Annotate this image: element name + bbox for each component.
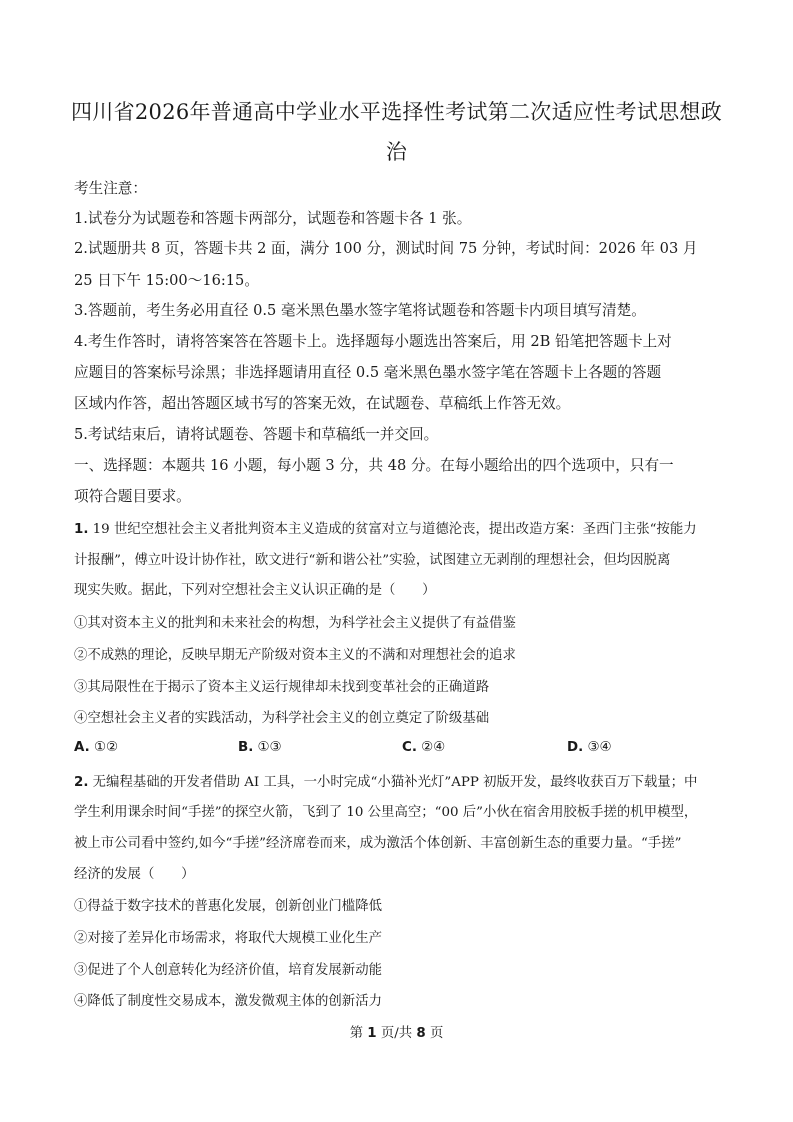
question-2-statement-3: ③促进了个人创意转化为经济价值，培育发展新动能: [74, 963, 382, 978]
question-1-statement-4: ④空想社会主义者的实践活动，为科学社会主义的创立奠定了阶级基础: [74, 711, 490, 726]
question-1-number: 1.: [74, 522, 89, 537]
notice-item-4-line-3: 区域内作答，超出答题区域书写的答案无效，在试题卷、草稿纸上作答无效。: [74, 395, 571, 412]
question-1-stem-line-2: 计报酬”，傅立叶设计协作社，欧文进行“新和谐公社”实验，试图建立无剥削的理想社会，但均因脱离: [74, 553, 671, 568]
section-1-heading-line-1: 一、选择题：本题共 16 小题，每小题 3 分，共 48 分。在每小题给出的四个选项中，只有一: [74, 457, 674, 474]
question-2-stem-line-2: 学生利用课余时间“手搓”的探空火箭，飞到了 10 公里高空；“00 后”小伙在宿舍用胶板手搓的机甲模型，: [74, 805, 698, 820]
option-b: B. ①③: [238, 740, 282, 755]
notice-item-1: 1.试卷分为试题卷和答题卡两部分，试题卷和答题卡各 1 张。: [74, 210, 472, 227]
title-line-1: 四川省2026年普通高中学业水平选择性考试第二次适应性考试思想政: [70, 100, 723, 124]
option-a: A. ①②: [74, 740, 118, 755]
current-page-number: 1: [367, 1026, 377, 1041]
question-2-stem-line-1: 2. 无编程基础的开发者借助 AI 工具，一小时完成“小猫补光灯”APP 初版开发，最终收获百万下载量；中: [74, 775, 698, 790]
notice-item-2-line-1: 2.试题册共 8 页，答题卡共 2 面，满分 100 分，测试时间 75 分钟，考试时间：2026 年 03 月: [74, 240, 698, 257]
notice-item-5: 5.考试结束后，请将试题卷、答题卡和草稿纸一并交回。: [74, 426, 439, 443]
question-1-stem-line-3: 现实失败。据此，下列对空想社会主义认识正确的是（ ）: [74, 583, 436, 598]
question-1-options: [74, 740, 734, 762]
notice-item-4-line-2: 应题目的答案标号涂黑；非选择题请用直径 0.5 毫米黑色墨水签字笔在答题卡上各题的答题: [74, 364, 662, 381]
question-2-statement-2: ②对接了差异化市场需求，将取代大规模工业化生产: [74, 931, 382, 946]
title-line-2: 治: [385, 140, 408, 164]
question-1-statement-3: ③其局限性在于揭示了资本主义运行规律却未找到变革社会的正确道路: [74, 680, 490, 695]
question-2-statement-4: ④降低了制度性交易成本，激发微观主体的创新活力: [74, 994, 382, 1009]
notice-item-2-line-2: 25 日下午 15:00～16:15。: [74, 272, 259, 289]
question-2-number: 2.: [74, 775, 89, 790]
question-1-stem-line-1: 1. 19 世纪空想社会主义者批判资本主义造成的贫富对立与道德沦丧，提出改造方案：圣西门主张“按能力: [74, 522, 697, 537]
option-d: D. ③④: [567, 740, 612, 755]
question-1-statement-1: ①其对资本主义的批判和未来社会的构想，为科学社会主义提供了有益借鉴: [74, 616, 516, 631]
question-2-statement-1: ①得益于数字技术的普惠化发展，创新创业门槛降低: [74, 899, 382, 914]
notice-heading: 考生注意：: [74, 180, 147, 197]
option-c: C. ②④: [402, 740, 446, 755]
total-page-number: 8: [416, 1026, 426, 1041]
notice-item-4-line-1: 4.考生作答时，请将答案答在答题卡上。选择题每小题选出答案后，用 2B 铅笔把答题卡上对: [74, 333, 672, 350]
page-title: [60, 92, 733, 172]
question-2-stem-line-4: 经济的发展（ ）: [74, 867, 195, 882]
page-footer: 第 1 页/共 8 页: [349, 1026, 444, 1041]
question-2-stem-line-3: 被上市公司看中签约,如今“手搓”经济席卷而来，成为激活个体创新、丰富创新生态的重要力量。“手搓”: [74, 836, 682, 851]
section-1-heading-line-2: 项符合题目要求。: [74, 488, 191, 505]
question-1-statement-2: ②不成熟的理论，反映早期无产阶级对资本主义的不满和对理想社会的追求: [74, 648, 516, 663]
notice-item-3: 3.答题前，考生务必用直径 0.5 毫米黑色墨水签字笔将试题卷和答题卡内项目填写清楚。: [74, 302, 646, 319]
